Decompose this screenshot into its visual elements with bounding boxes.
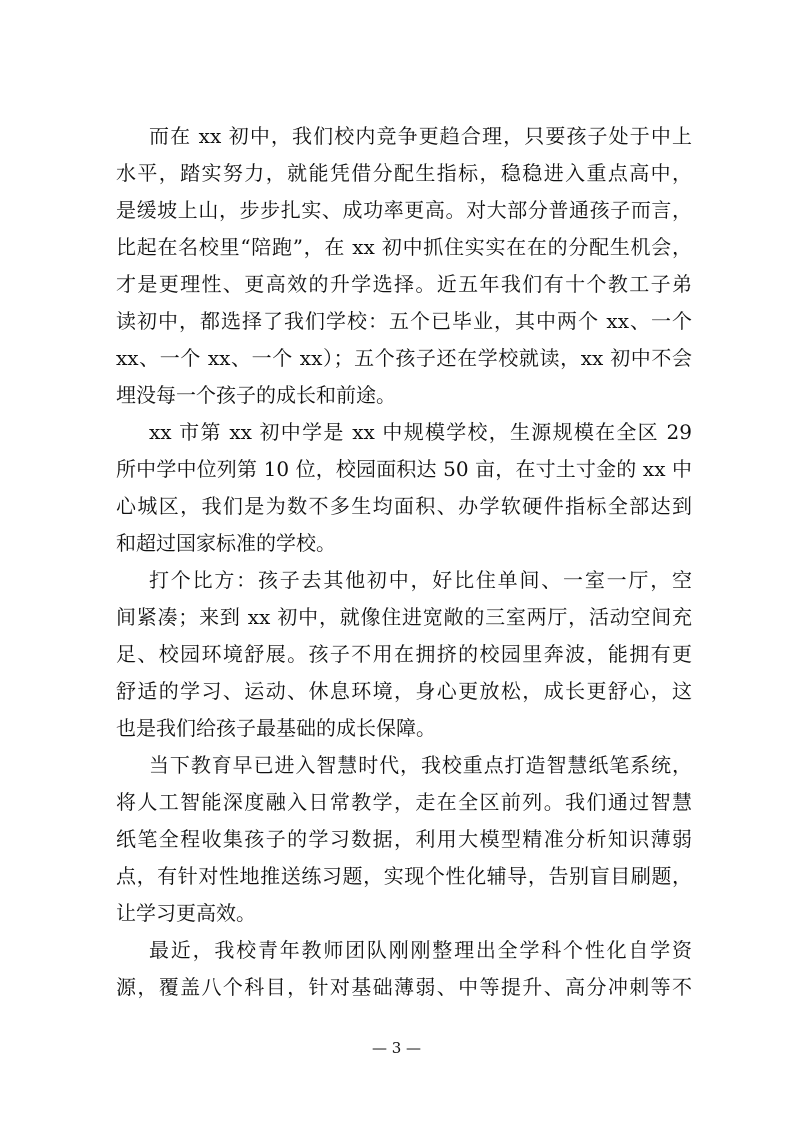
text-line: 点，有针对性地推送练习题，实现个性化辅导，告别盲目刷题，	[116, 864, 692, 888]
text-line: 让学习更高效。	[116, 901, 256, 925]
text-line: 才是更理性、更高效的升学选择。近五年我们有十个教工子弟	[116, 272, 692, 296]
text-line: 读初中，都选择了我们学校：五个已毕业，其中两个 xx、一个	[116, 309, 692, 333]
paragraph	[116, 747, 692, 932]
text-line: 是缓坡上山，步步扎实、成功率更高。对大部分普通孩子而言，	[116, 198, 692, 222]
text-line: xx、一个 xx、一个 xx）；五个孩子还在学校就读，xx 初中不会	[116, 346, 692, 370]
text-line: 源，覆盖八个科目，针对基础薄弱、中等提升、高分冲刺等不	[116, 975, 692, 999]
text-line: 而在 xx 初中，我们校内竞争更趋合理，只要孩子处于中上	[149, 124, 692, 148]
text-line: 水平，踏实努力，就能凭借分配生指标，稳稳进入重点高中，	[116, 161, 692, 185]
text-line: 所中学中位列第 10 位，校园面积达 50 亩，在寸土寸金的 xx 中	[116, 457, 692, 481]
text-line: 舒适的学习、运动、休息环境，身心更放松，成长更舒心，这	[116, 679, 692, 703]
text-line: 足、校园环境舒展。孩子不用在拥挤的校园里奔波，能拥有更	[116, 642, 692, 666]
text-line: xx 市第 xx 初中学是 xx 中规模学校，生源规模在全区 29	[149, 420, 692, 444]
text-line: 打个比方：孩子去其他初中，好比住单间、一室一厅，空	[149, 568, 692, 592]
text-line: 将人工智能深度融入日常教学，走在全区前列。我们通过智慧	[116, 790, 692, 814]
paragraph	[116, 118, 692, 414]
text-line: 也是我们给孩子最基础的成长保障。	[116, 716, 436, 740]
text-line: 最近，我校青年教师团队刚刚整理出全学科个性化自学资	[149, 938, 692, 962]
text-line: 和超过国家标准的学校。	[116, 531, 336, 555]
text-line: 比起在名校里“陪跑”，在 xx 初中抓住实实在在的分配生机会，	[116, 235, 692, 259]
text-line: 埋没每一个孩子的成长和前途。	[116, 383, 396, 407]
page-number: — 3 —	[371, 1039, 422, 1057]
paragraph	[116, 932, 692, 1006]
text-line: 心城区，我们是为数不多生均面积、办学软硬件指标全部达到	[116, 494, 692, 518]
text-line: 当下教育早已进入智慧时代，我校重点打造智慧纸笔系统，	[149, 753, 692, 777]
paragraph	[116, 562, 692, 747]
paragraph	[116, 414, 692, 562]
text-line: 纸笔全程收集孩子的学习数据，利用大模型精准分析知识薄弱	[116, 827, 692, 851]
body-text	[116, 118, 692, 1006]
text-line: 间紧凑；来到 xx 初中，就像住进宽敞的三室两厅，活动空间充	[116, 605, 692, 629]
